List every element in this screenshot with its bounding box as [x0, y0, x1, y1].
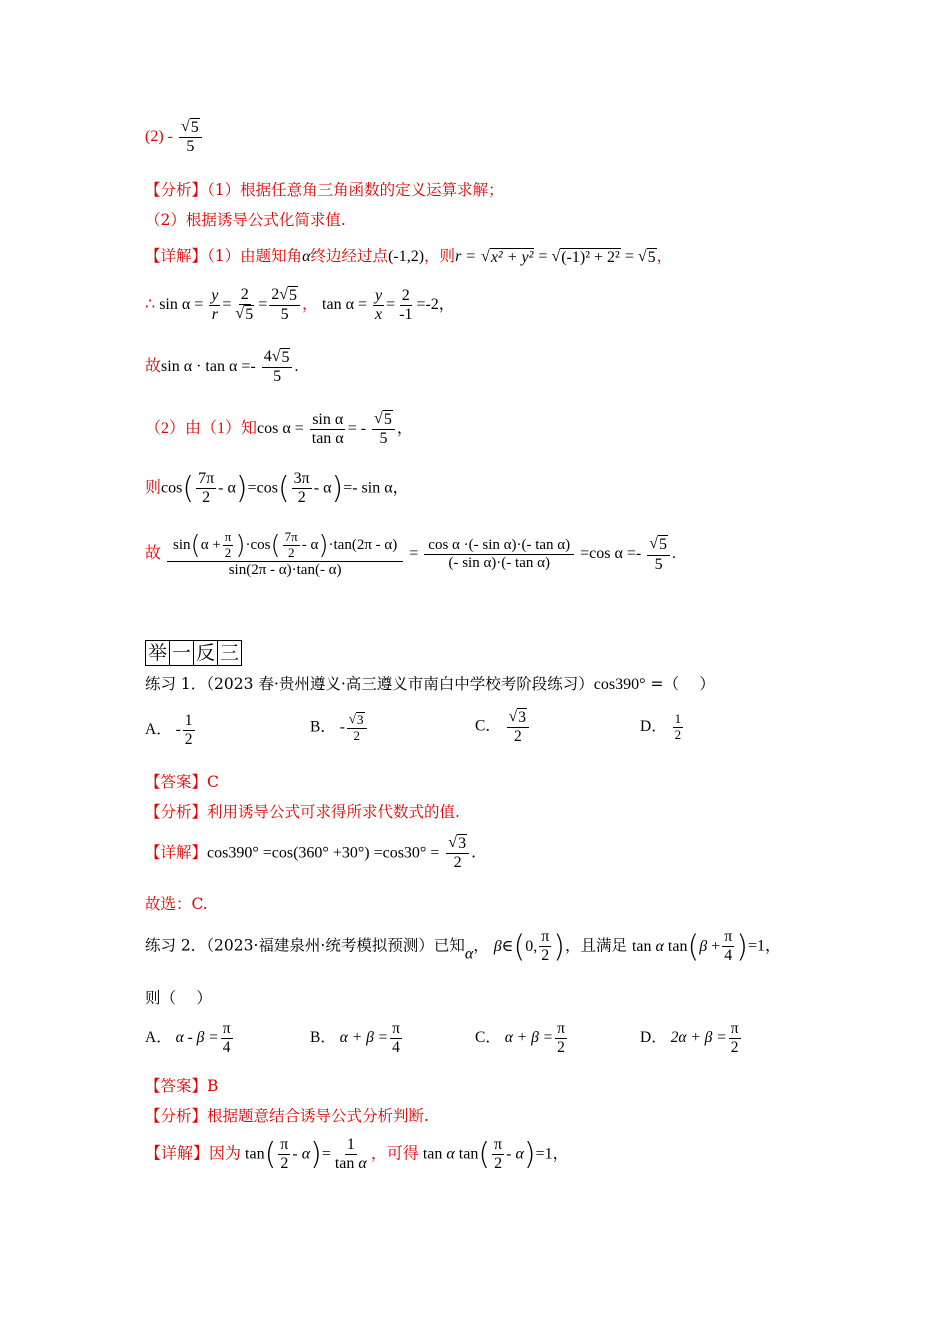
prev-detail-cos-transform: 则cos( $\frac{7\pi}{2}$ - α)=cos( $\frac{3\pi}{2}$ - α)=- sin α， [145, 470, 409, 507]
ex1-title: 练习 1．（2023 春·贵州遵义·高三遵义市南白中学校考阶段练习）cos390° =（ ） [145, 675, 715, 693]
ex2-title: 练习 2．（2023·福建泉州·统考模拟预测）已知α， β∈(0, $\frac{\pi}{2}$ )，且满足 tan α tan(β + $\frac{\pi}{4}$ )=1， [145, 928, 782, 965]
ex1-option-a: A． - $\frac{1}{2}$ [145, 712, 193, 748]
ex2-option-a: A． α - β = $\frac{\pi}{4}$ [145, 1020, 231, 1056]
ex1-option-c: C． √ 3 2 [475, 708, 531, 746]
ex1-option-b: B． - √ 3 2 [310, 712, 369, 744]
ex2-option-b: B． α + β = $\frac{\pi}{4}$ [310, 1020, 400, 1056]
ex2-answer: 【答案】B [145, 1077, 219, 1095]
prev-detail-cos: （2）由（1）知cos α = $\frac{\text{sin α}}{\text{tan α}}$ = - √ 5 5 ， [145, 410, 413, 448]
ex1-option-d: D． $\frac{1}{2}$ [640, 711, 682, 742]
ex2-then: 则（ ） [145, 989, 212, 1007]
ex1-detail: 【详解】cos390° =cos(360° +30°) =cos30° = √ 3 2 . [145, 834, 476, 872]
prev-analysis-line2: （2）根据诱导公式化简求值. [145, 211, 346, 229]
prev-detail-step1: 【详解】（1）由题知角α终边经过点(-1,2)，则r = √ x² + y² = √ (-1)² + 2² = √ 5 ， [145, 247, 673, 266]
ex2-option-c: C． α + β = $\frac{\pi}{2}$ [475, 1020, 565, 1056]
prev-answer: (2) - √ 5 5 [145, 118, 204, 157]
prev-detail-product: 故sin α · tan α =- 4√ 5 5 . [145, 348, 299, 386]
ex2-analysis: 【分析】根据题意结合诱导公式分析判断. [145, 1107, 429, 1125]
prev-analysis-line1: 【分析】（1）根据任意角三角函数的定义运算求解； [145, 181, 504, 199]
section-heading: 举 一 反 三 [145, 640, 241, 666]
ex1-analysis: 【分析】利用诱导公式可求得所求代数式的值. [145, 803, 460, 821]
prev-detail-sin-tan: ∴ sin α = $\frac{y}{r}$ = 2 √ 5 = 2√ 5 5 ， tan α = $\frac{y}{x}$ = $\frac{2}{-1}$ =-2， [145, 286, 455, 324]
ex1-choose: 故选：C. [145, 895, 208, 913]
ex2-option-d: D． 2α + β = $\frac{\pi}{2}$ [640, 1020, 739, 1056]
prev-detail-big-fraction: 故 sin(α + $\frac{\pi}{2}$ )·cos( $\frac{7\pi}{2}$ - α)·tan(2π - α) sin(2π - α)·tan(- α) = $\frac{\text{cos α ·(- sin α)·(- tan α)}}{\text{(- sin α)·(- tan α)}}$ =cos α =- √ 5 5 . [145, 529, 677, 578]
ex2-detail: 【详解】因为 tan( $\frac{\pi}{2}$ - α)= $\frac{1}{\text{tan α}}$ ，可得 tan α tan( $\frac{\pi}{2}$ - α)=1， [145, 1136, 569, 1173]
ex1-answer: 【答案】C [145, 773, 219, 791]
